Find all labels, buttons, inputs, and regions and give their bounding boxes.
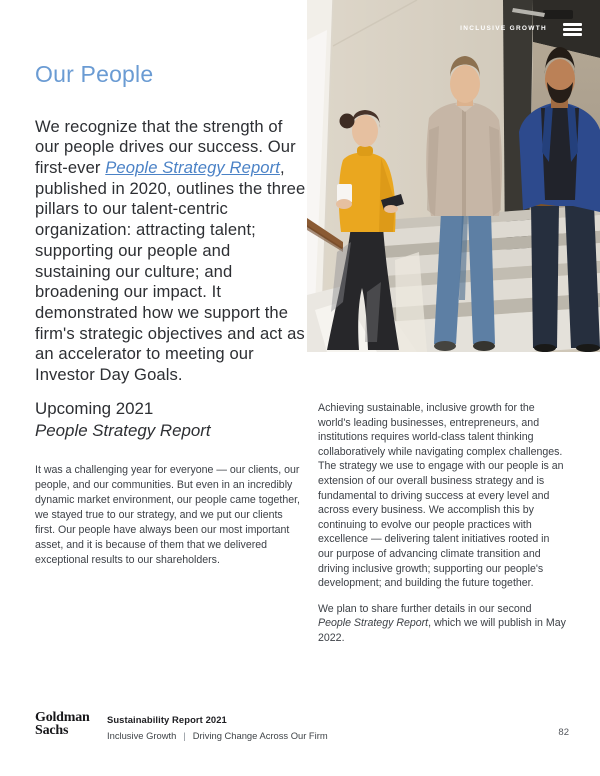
section-body: It was a challenging year for everyone — our clients, our people, and our communities. But even in an incredibly dynamic market environment, our people came together, we stayed true to our strategy, and we put our clients first. Our people have always been our most important asset, and it is because of them that we delivered exceptional results to our shareholders. (35, 463, 300, 566)
section-label: INCLUSIVE GROWTH (460, 25, 547, 32)
intro-paragraph (35, 117, 307, 386)
footer-meta (107, 714, 328, 741)
hero-photo-illustration (307, 0, 600, 352)
hamburger-menu-icon[interactable] (563, 23, 582, 36)
footer-breadcrumb (107, 730, 328, 741)
intro-text-pre: We recognize that the strength of our people drives our success. Our first-ever (35, 116, 296, 177)
right-paragraph-2-italic: People Strategy Report (318, 617, 429, 630)
page-number: 82 (558, 727, 569, 738)
logo-line2: Sachs (35, 722, 69, 738)
right-paragraph-2 (318, 602, 566, 646)
right-paragraph-1: Achieving sustainable, inclusive growth for the world's leading businesses, entrepreneurs, and institutions requires world-class talent thinking collaboratively while navigating complex challenges. The strategy we use to engage with our people is an extension of our overall business strategy and is fundamental to driving success at every level and across every business. We accomplish this by continuing to evolve our people practices with excellence — delivering talent initiatives rooted in our purpose of advancing climate transition and driving inclusive growth; supporting our people's development; and building the future together. (318, 402, 564, 590)
logo-line1: Goldman (35, 710, 90, 725)
intro-text-post: , published in 2020, outlines the three pillars to our talent-centric organization: attracting talent; supporting our people and sustaining our culture; and broadening our impact. It demonstrated how we support the firm's strategic objectives and act as an accelerator to meeting our Investor Day Goals. (35, 158, 306, 385)
breadcrumb-chapter: Driving Change Across Our Firm (192, 730, 328, 741)
breadcrumb-section: Inclusive Growth (107, 730, 177, 741)
page-title: Our People (35, 61, 154, 87)
goldman-sachs-logo (35, 712, 90, 737)
section-heading-line1: Upcoming 2021 (35, 399, 154, 418)
breadcrumb-separator: | (183, 730, 186, 741)
footer-report-title: Sustainability Report 2021 (107, 714, 227, 725)
right-paragraph-2-post: , which we will publish in May 2022. (318, 617, 566, 644)
section-heading-line2: People Strategy Report (35, 420, 211, 440)
right-column (318, 401, 566, 646)
hero-photo (307, 0, 600, 352)
right-paragraph-2-pre: We plan to share further details in our second (318, 602, 532, 615)
section-heading (35, 398, 211, 441)
people-strategy-report-link[interactable]: People Strategy Report (105, 158, 280, 177)
